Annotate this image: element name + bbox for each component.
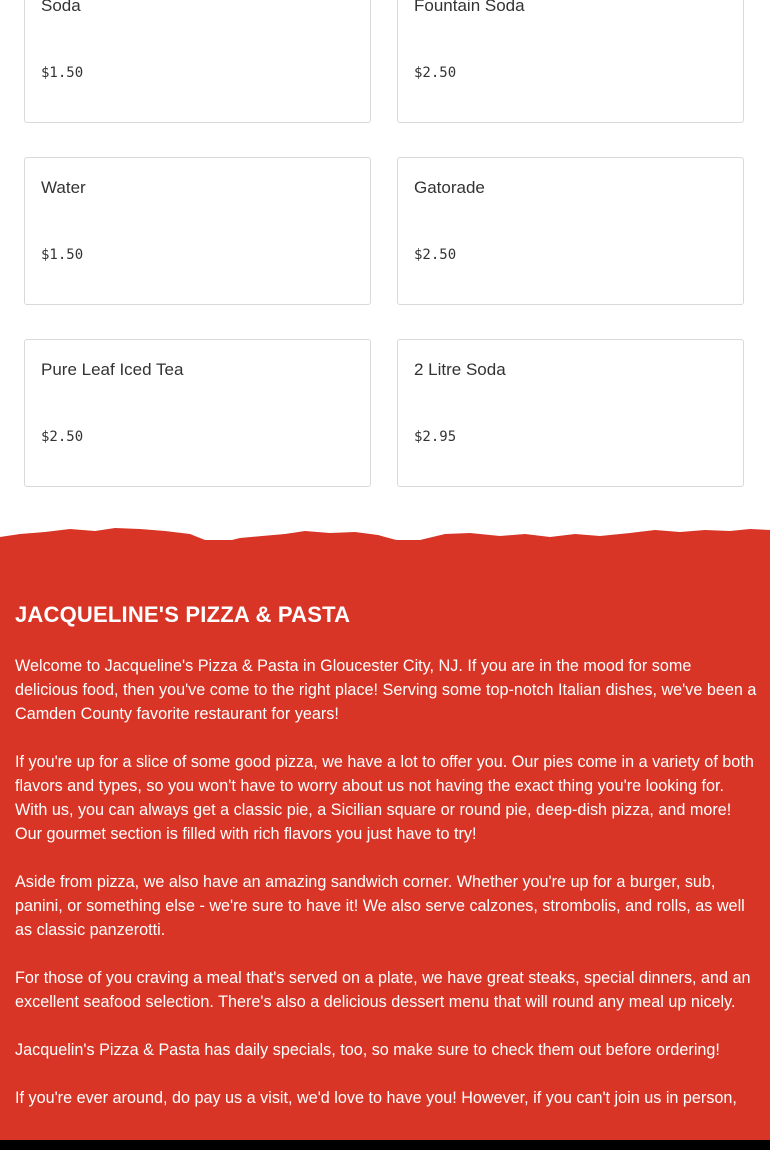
about-title: JACQUELINE'S PIZZA & PASTA (15, 602, 351, 627)
menu-item-name: Water (41, 178, 86, 197)
about-text (15, 654, 757, 1134)
menu-item-price: $2.95 (414, 429, 457, 445)
menu-item-card[interactable] (397, 0, 744, 123)
menu-item-card[interactable] (397, 157, 744, 305)
about-paragraph: If you're ever around, do pay us a visit, we'd love to have you! However, if you can't join us in person, (15, 1089, 737, 1107)
menu-item-card[interactable] (24, 0, 371, 123)
about-paragraph: Jacquelin's Pizza & Pasta has daily specials, too, so make sure to check them out before ordering! (15, 1041, 720, 1059)
about-paragraph: If you're up for a slice of some good pizza, we have a lot to offer you. Our pies come in a variety of both flavors and types, so you won't have to worry about us not having the exact thing you're looking for. With us, you can always get a classic pie, a Sicilian square or round pie, deep-dish pizza, and more! Our gourmet section is filled with rich flavors you just have to try! (15, 753, 754, 843)
menu-item-name: Pure Leaf Iced Tea (41, 360, 184, 379)
bottom-bar (0, 1140, 770, 1150)
menu-item-card[interactable] (24, 157, 371, 305)
menu-item-name: Soda (41, 0, 81, 15)
menu-item-name: Gatorade (414, 178, 485, 197)
menu-item-price: $1.50 (41, 247, 84, 263)
menu-item-price: $1.50 (41, 65, 84, 81)
menu-item-price: $2.50 (414, 247, 457, 263)
about-paragraph: For those of you craving a meal that's served on a plate, we have great steaks, special dinners, and an excellent seafood selection. There's also a delicious dessert menu that will round any meal up nicely. (15, 969, 751, 1011)
menu-item-name: Fountain Soda (414, 0, 525, 15)
menu-item-price: $2.50 (414, 65, 457, 81)
menu-item-price: $2.50 (41, 429, 84, 445)
about-paragraph: Aside from pizza, we also have an amazing sandwich corner. Whether you're up for a burger, sub, panini, or something else - we're sure to have it! We also serve calzones, strombolis, and rolls, as well as classic panzerotti. (15, 873, 745, 939)
menu-item-name: 2 Litre Soda (414, 360, 506, 379)
menu-item-card[interactable] (397, 339, 744, 487)
menu-item-card[interactable] (24, 339, 371, 487)
about-paragraph: Welcome to Jacqueline's Pizza & Pasta in Gloucester City, NJ. If you are in the mood for some delicious food, then you've come to the right place! Serving some top-notch Italian dishes, we've been a Camden County favorite restaurant for years! (15, 657, 757, 723)
